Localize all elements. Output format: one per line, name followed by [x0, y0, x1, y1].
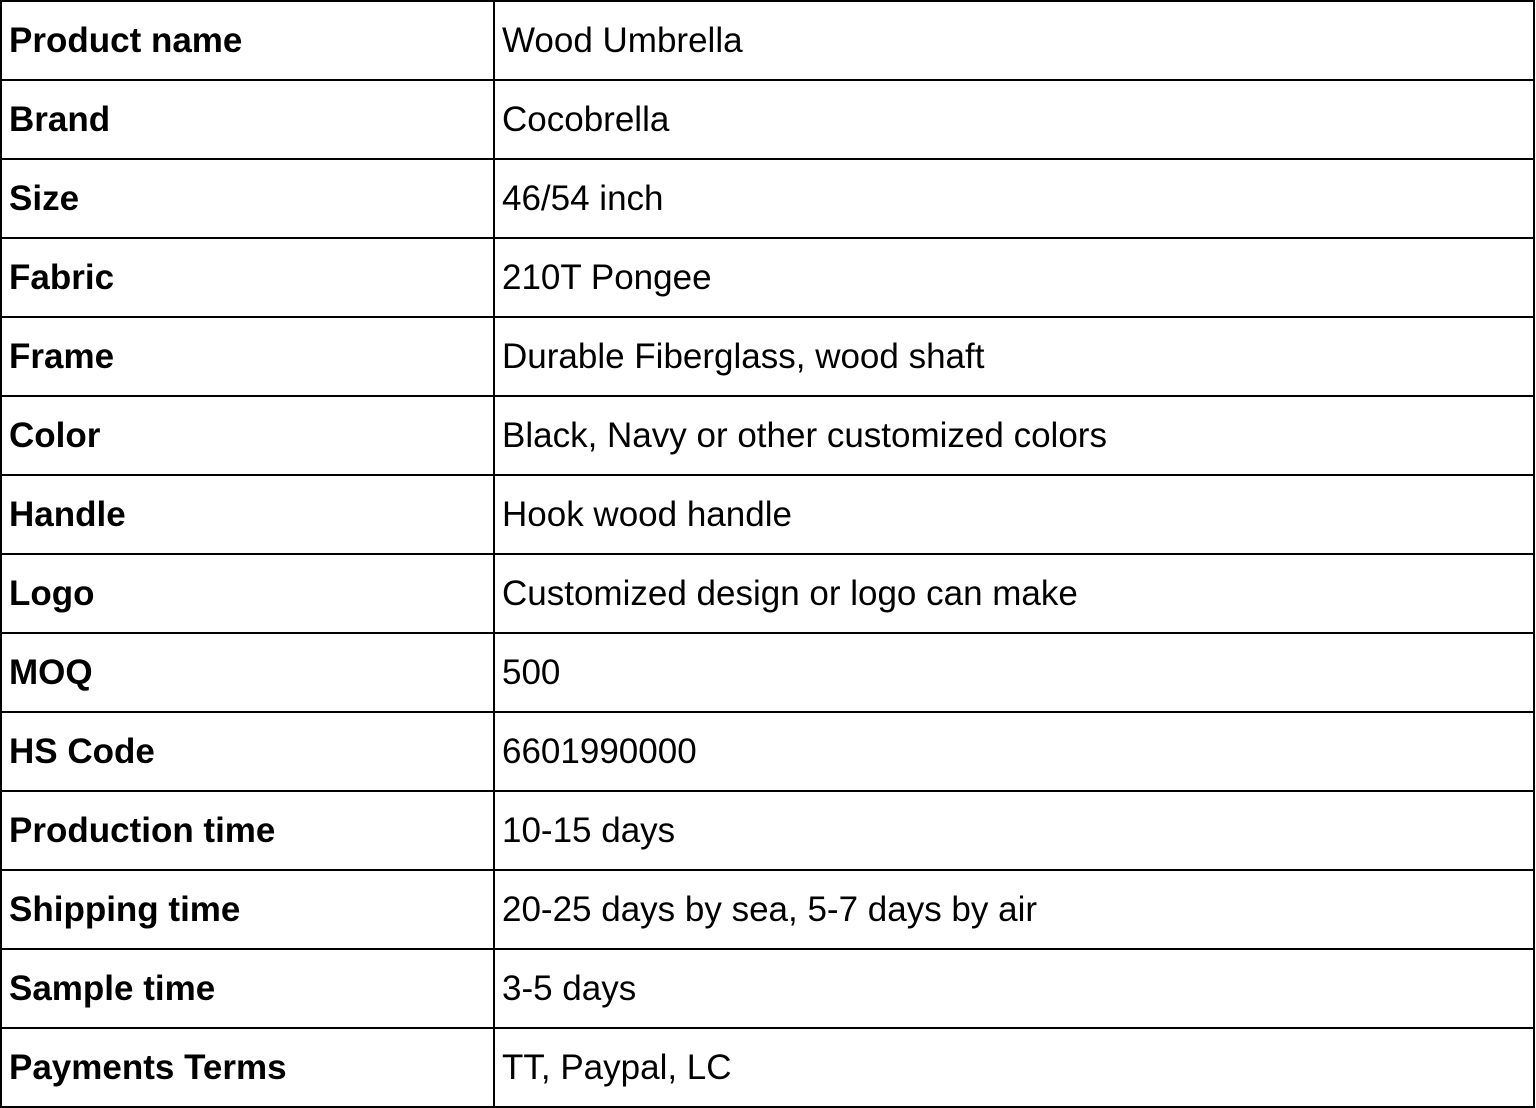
row-value: Cocobrella	[494, 80, 1534, 159]
row-value: 46/54 inch	[494, 159, 1534, 238]
row-label: MOQ	[1, 633, 494, 712]
row-label: Shipping time	[1, 870, 494, 949]
row-value: 6601990000	[494, 712, 1534, 791]
row-value: Black, Navy or other customized colors	[494, 396, 1534, 475]
table-row	[1, 159, 1534, 238]
row-label: Logo	[1, 554, 494, 633]
row-label: Handle	[1, 475, 494, 554]
table-row	[1, 396, 1534, 475]
table-row	[1, 712, 1534, 791]
row-label: Size	[1, 159, 494, 238]
row-label: Payments Terms	[1, 1028, 494, 1107]
table-row	[1, 554, 1534, 633]
row-value: Durable Fiberglass, wood shaft	[494, 317, 1534, 396]
row-label: Color	[1, 396, 494, 475]
table-row	[1, 949, 1534, 1028]
table-row	[1, 633, 1534, 712]
row-label: Frame	[1, 317, 494, 396]
row-label: Product name	[1, 1, 494, 80]
table-row	[1, 475, 1534, 554]
row-label: Sample time	[1, 949, 494, 1028]
row-value: 20-25 days by sea, 5-7 days by air	[494, 870, 1534, 949]
table-row	[1, 1028, 1534, 1107]
row-label: Fabric	[1, 238, 494, 317]
row-value: Wood Umbrella	[494, 1, 1534, 80]
row-value: 210T Pongee	[494, 238, 1534, 317]
table-row	[1, 238, 1534, 317]
row-label: HS Code	[1, 712, 494, 791]
row-value: Customized design or logo can make	[494, 554, 1534, 633]
row-value: 10-15 days	[494, 791, 1534, 870]
table-row	[1, 317, 1534, 396]
table-row	[1, 791, 1534, 870]
row-value: 500	[494, 633, 1534, 712]
table-row	[1, 80, 1534, 159]
row-value: 3-5 days	[494, 949, 1534, 1028]
table-row	[1, 870, 1534, 949]
row-value: Hook wood handle	[494, 475, 1534, 554]
row-label: Brand	[1, 80, 494, 159]
row-value: TT, Paypal, LC	[494, 1028, 1534, 1107]
row-label: Production time	[1, 791, 494, 870]
table-row	[1, 1, 1534, 80]
